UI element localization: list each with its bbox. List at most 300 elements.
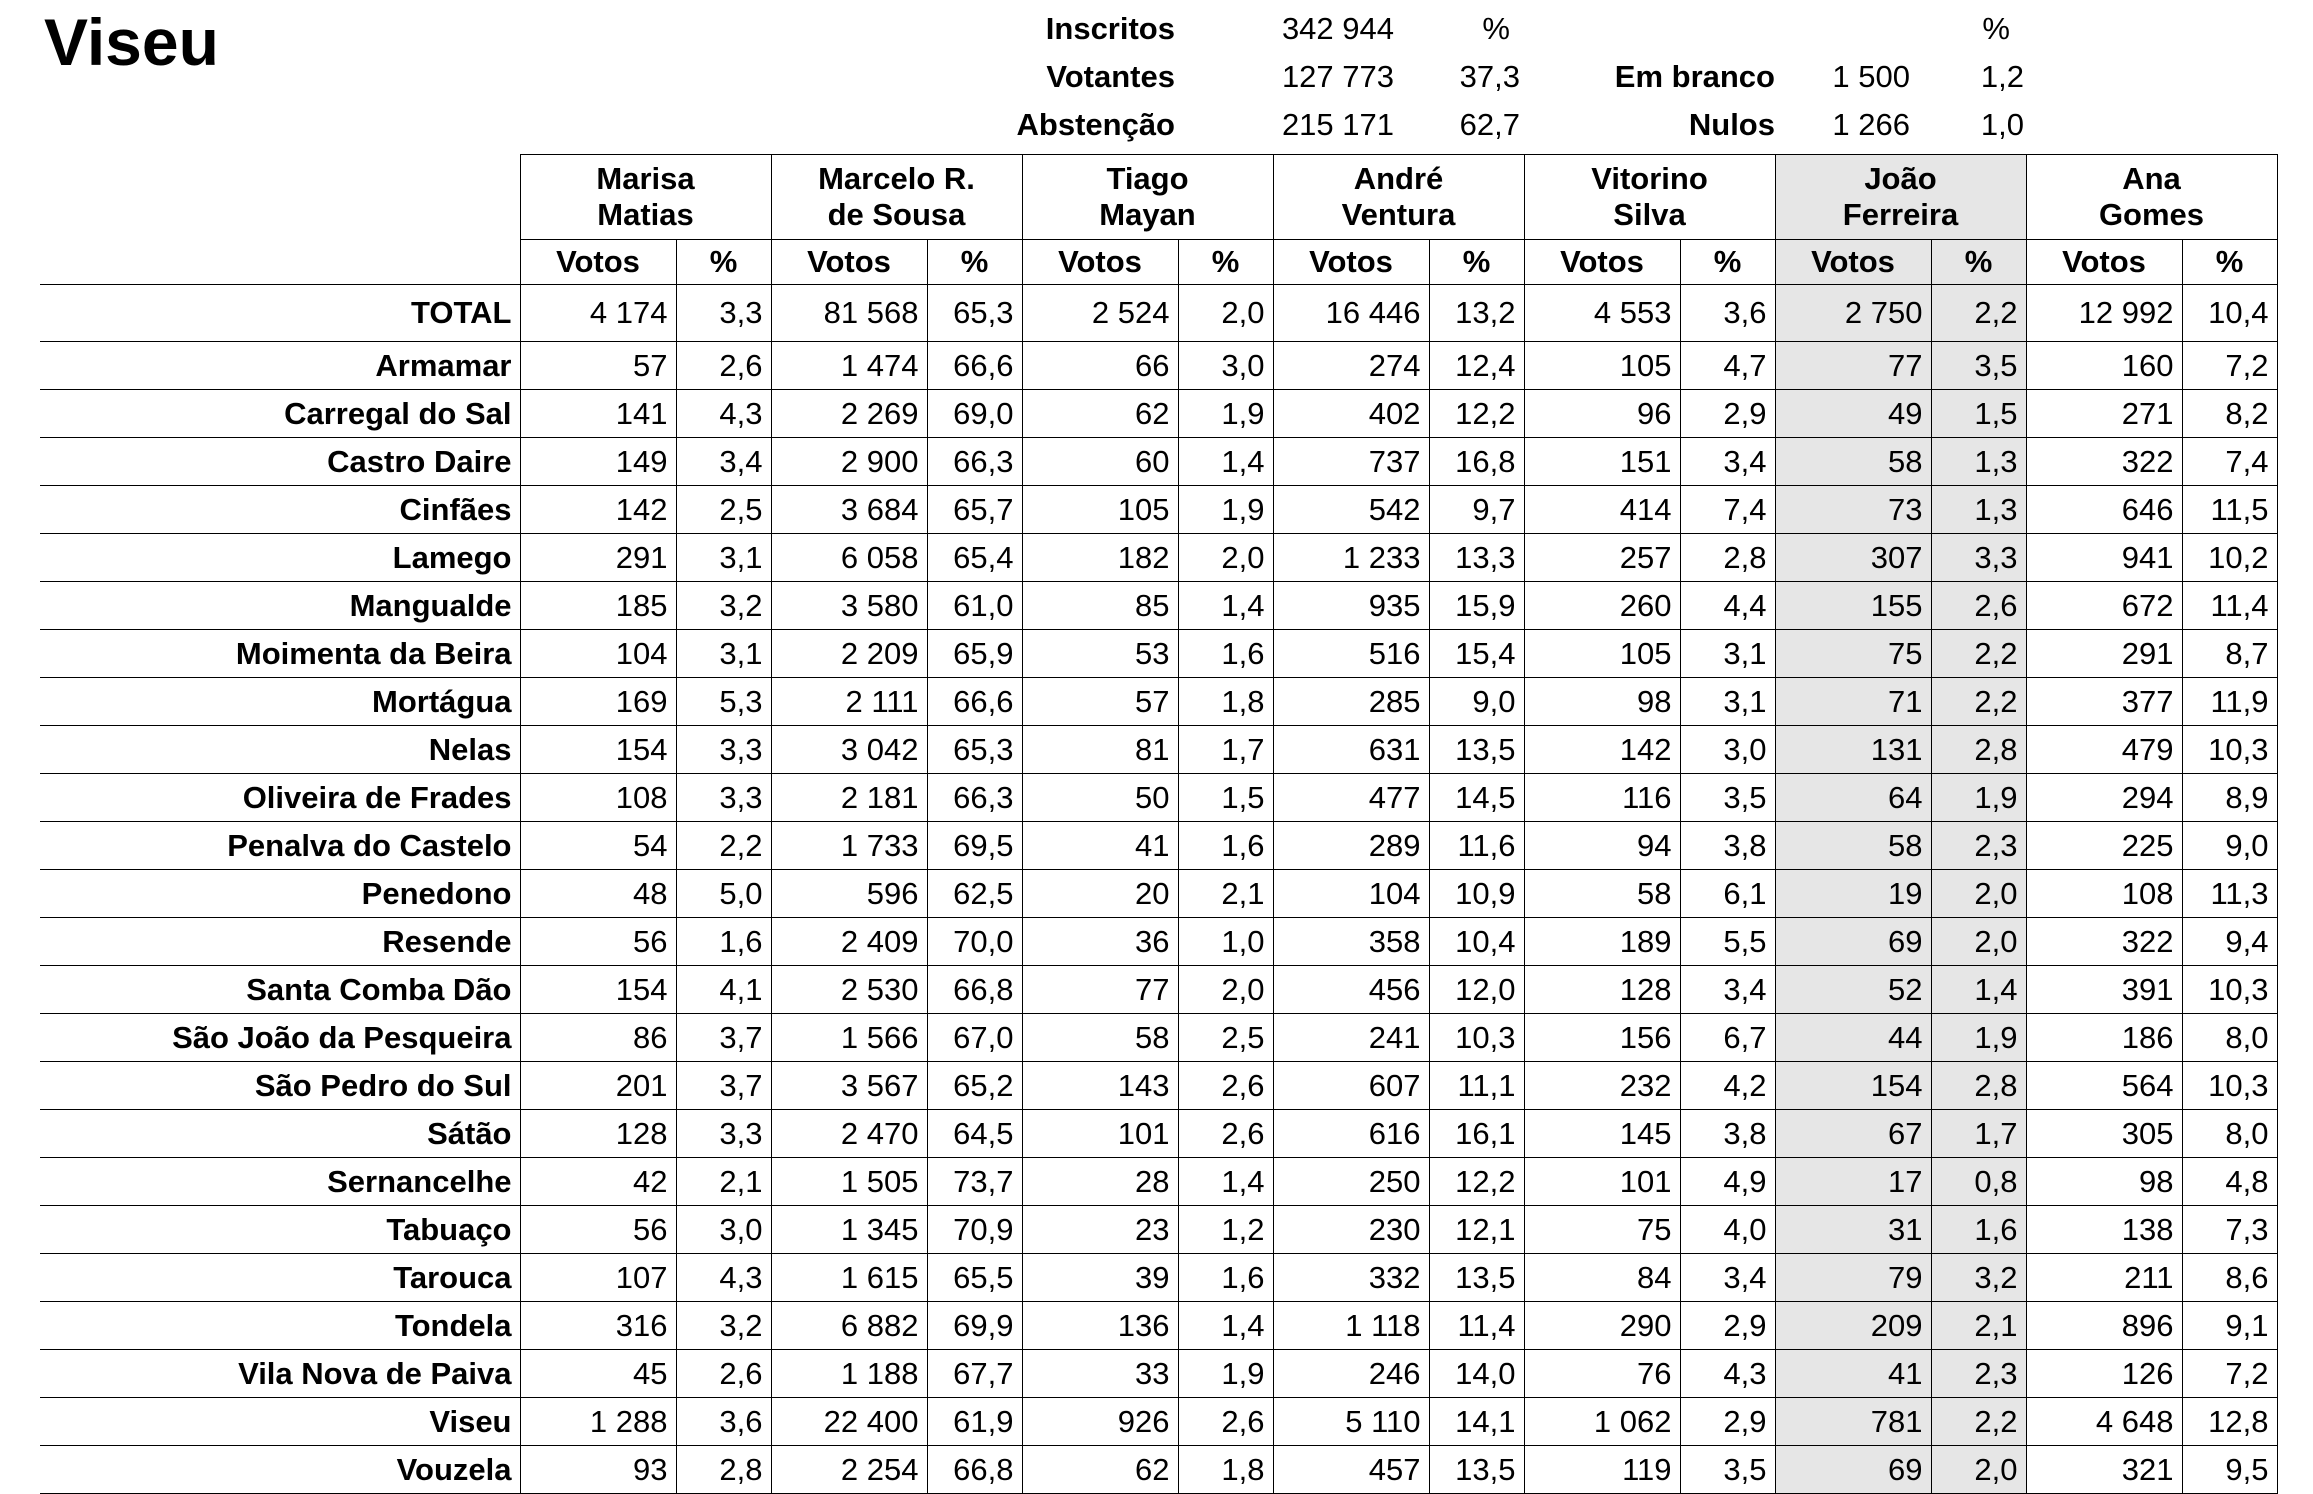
percent-cell: 11,9 <box>2182 678 2277 726</box>
votes-cell: 73 <box>1775 486 1931 534</box>
percent-cell: 13,5 <box>1429 1446 1524 1494</box>
votos-header: Votos <box>1022 240 1178 285</box>
votes-cell: 44 <box>1775 1014 1931 1062</box>
votes-cell: 232 <box>1524 1062 1680 1110</box>
percent-cell: 2,1 <box>676 1158 771 1206</box>
votes-cell: 128 <box>520 1110 676 1158</box>
percent-cell: 65,5 <box>927 1254 1022 1302</box>
percent-cell: 11,4 <box>1429 1302 1524 1350</box>
percent-cell: 70,0 <box>927 918 1022 966</box>
votes-cell: 108 <box>2026 870 2182 918</box>
percent-cell: 65,3 <box>927 285 1022 342</box>
percent-cell: 3,7 <box>676 1014 771 1062</box>
percent-cell: 9,0 <box>1429 678 1524 726</box>
pct-header: % <box>1178 240 1273 285</box>
percent-cell: 1,5 <box>1178 774 1273 822</box>
percent-cell: 2,2 <box>676 822 771 870</box>
votes-cell: 596 <box>771 870 927 918</box>
votes-cell: 104 <box>520 630 676 678</box>
votes-cell: 49 <box>1775 390 1931 438</box>
votes-cell: 156 <box>1524 1014 1680 1062</box>
percent-cell: 3,5 <box>1680 1446 1775 1494</box>
percent-cell: 1,6 <box>1178 630 1273 678</box>
table-row <box>40 438 2277 486</box>
table-row <box>40 1350 2277 1398</box>
percent-cell: 2,3 <box>1931 822 2026 870</box>
votes-cell: 737 <box>1273 438 1429 486</box>
municipality-name: Santa Comba Dão <box>40 966 520 1014</box>
percent-cell: 2,8 <box>676 1446 771 1494</box>
percent-cell: 1,3 <box>1931 438 2026 486</box>
votes-cell: 186 <box>2026 1014 2182 1062</box>
table-row <box>40 1206 2277 1254</box>
votes-cell: 48 <box>520 870 676 918</box>
percent-cell: 9,7 <box>1429 486 1524 534</box>
table-row <box>40 1158 2277 1206</box>
percent-cell: 8,2 <box>2182 390 2277 438</box>
votes-cell: 105 <box>1524 342 1680 390</box>
votes-cell: 1 233 <box>1273 534 1429 582</box>
table-row <box>40 1014 2277 1062</box>
votes-cell: 22 400 <box>771 1398 927 1446</box>
percent-cell: 8,7 <box>2182 630 2277 678</box>
percent-cell: 1,6 <box>1178 822 1273 870</box>
percent-cell: 70,9 <box>927 1206 1022 1254</box>
percent-cell: 2,2 <box>1931 285 2026 342</box>
votes-cell: 285 <box>1273 678 1429 726</box>
percent-cell: 4,3 <box>676 1254 771 1302</box>
municipality-name: Penedono <box>40 870 520 918</box>
pct-header-2: % <box>1982 11 2010 46</box>
percent-cell: 2,6 <box>1931 582 2026 630</box>
percent-cell: 2,0 <box>1178 534 1273 582</box>
votos-header: Votos <box>520 240 676 285</box>
votes-cell: 154 <box>1775 1062 1931 1110</box>
percent-cell: 4,4 <box>1680 582 1775 630</box>
percent-cell: 13,5 <box>1429 1254 1524 1302</box>
votes-cell: 77 <box>1775 342 1931 390</box>
abstencao-label: Abstenção <box>1016 107 1175 142</box>
votes-cell: 479 <box>2026 726 2182 774</box>
votes-cell: 75 <box>1524 1206 1680 1254</box>
percent-cell: 7,4 <box>1680 486 1775 534</box>
votantes-label: Votantes <box>1046 59 1175 94</box>
votes-cell: 2 470 <box>771 1110 927 1158</box>
percent-cell: 8,6 <box>2182 1254 2277 1302</box>
votes-cell: 169 <box>520 678 676 726</box>
percent-cell: 1,8 <box>1178 1446 1273 1494</box>
votes-cell: 291 <box>520 534 676 582</box>
candidate-name-line2: Gomes <box>2098 197 2205 232</box>
percent-cell: 13,3 <box>1429 534 1524 582</box>
votes-cell: 23 <box>1022 1206 1178 1254</box>
table-row <box>40 1110 2277 1158</box>
votes-cell: 53 <box>1022 630 1178 678</box>
votes-cell: 160 <box>2026 342 2182 390</box>
municipality-name: Sátão <box>40 1110 520 1158</box>
votes-cell: 6 882 <box>771 1302 927 1350</box>
votes-cell: 294 <box>2026 774 2182 822</box>
percent-cell: 1,5 <box>1931 390 2026 438</box>
votes-cell: 2 254 <box>771 1446 927 1494</box>
percent-cell: 3,8 <box>1680 1110 1775 1158</box>
candidate-name-line2: Silva <box>1613 197 1686 232</box>
percent-cell: 2,0 <box>1931 870 2026 918</box>
votes-cell: 136 <box>1022 1302 1178 1350</box>
votes-cell: 128 <box>1524 966 1680 1014</box>
table-row <box>40 1446 2277 1494</box>
nulos-value: 1 266 <box>1832 107 1910 142</box>
votes-cell: 564 <box>2026 1062 2182 1110</box>
votes-cell: 105 <box>1524 630 1680 678</box>
candidate-name-line1: Vitorino <box>1591 161 1708 196</box>
subheader-blank <box>40 240 520 285</box>
votes-cell: 60 <box>1022 438 1178 486</box>
percent-cell: 4,3 <box>1680 1350 1775 1398</box>
percent-cell: 3,1 <box>676 630 771 678</box>
percent-cell: 65,4 <box>927 534 1022 582</box>
candidate-header <box>1775 155 2026 240</box>
percent-cell: 1,4 <box>1178 438 1273 486</box>
total-row <box>40 285 2277 342</box>
subheader-row <box>40 240 2277 285</box>
percent-cell: 3,1 <box>1680 678 1775 726</box>
percent-cell: 11,6 <box>1429 822 1524 870</box>
votes-cell: 391 <box>2026 966 2182 1014</box>
percent-cell: 3,8 <box>1680 822 1775 870</box>
votes-cell: 896 <box>2026 1302 2182 1350</box>
votes-cell: 138 <box>2026 1206 2182 1254</box>
candidate-header-row <box>40 155 2277 240</box>
percent-cell: 15,4 <box>1429 630 1524 678</box>
votes-cell: 1 062 <box>1524 1398 1680 1446</box>
votes-cell: 321 <box>2026 1446 2182 1494</box>
percent-cell: 2,0 <box>1931 1446 2026 1494</box>
votes-cell: 108 <box>520 774 676 822</box>
votes-cell: 81 <box>1022 726 1178 774</box>
votos-header: Votos <box>1524 240 1680 285</box>
votes-cell: 57 <box>520 342 676 390</box>
candidate-name-line1: Tiago <box>1106 161 1189 196</box>
percent-cell: 12,1 <box>1429 1206 1524 1254</box>
municipality-name: Tondela <box>40 1302 520 1350</box>
votes-cell: 116 <box>1524 774 1680 822</box>
votes-cell: 151 <box>1524 438 1680 486</box>
votes-cell: 119 <box>1524 1446 1680 1494</box>
table-row <box>40 1398 2277 1446</box>
inscritos-value: 342 944 <box>1281 11 1394 46</box>
votes-cell: 58 <box>1775 438 1931 486</box>
votes-cell: 1 566 <box>771 1014 927 1062</box>
percent-cell: 4,7 <box>1680 342 1775 390</box>
municipality-name: Mangualde <box>40 582 520 630</box>
votes-cell: 377 <box>2026 678 2182 726</box>
percent-cell: 2,2 <box>1931 678 2026 726</box>
votes-cell: 107 <box>520 1254 676 1302</box>
percent-cell: 13,5 <box>1429 726 1524 774</box>
percent-cell: 3,5 <box>1931 342 2026 390</box>
percent-cell: 10,9 <box>1429 870 1524 918</box>
percent-cell: 10,3 <box>2182 1062 2277 1110</box>
votes-cell: 39 <box>1022 1254 1178 1302</box>
pct-header: % <box>1429 240 1524 285</box>
page-title: Viseu <box>44 5 219 79</box>
table-row <box>40 630 2277 678</box>
votes-cell: 16 446 <box>1273 285 1429 342</box>
percent-cell: 3,3 <box>676 726 771 774</box>
municipality-name: Moimenta da Beira <box>40 630 520 678</box>
votes-cell: 104 <box>1273 870 1429 918</box>
percent-cell: 1,8 <box>1178 678 1273 726</box>
votes-cell: 4 553 <box>1524 285 1680 342</box>
percent-cell: 5,5 <box>1680 918 1775 966</box>
votes-cell: 1 474 <box>771 342 927 390</box>
municipality-name: Nelas <box>40 726 520 774</box>
votes-cell: 58 <box>1775 822 1931 870</box>
percent-cell: 69,0 <box>927 390 1022 438</box>
percent-cell: 4,2 <box>1680 1062 1775 1110</box>
abstencao-pct: 62,7 <box>1459 107 1520 142</box>
candidate-name-line1: Marisa <box>596 161 695 196</box>
percent-cell: 3,2 <box>1931 1254 2026 1302</box>
votes-cell: 4 648 <box>2026 1398 2182 1446</box>
votes-cell: 274 <box>1273 342 1429 390</box>
votes-cell: 477 <box>1273 774 1429 822</box>
votes-cell: 230 <box>1273 1206 1429 1254</box>
percent-cell: 3,0 <box>676 1206 771 1254</box>
candidate-name-line1: Ana <box>2122 161 2181 196</box>
percent-cell: 0,8 <box>1931 1158 2026 1206</box>
percent-cell: 14,1 <box>1429 1398 1524 1446</box>
candidate-name-line1: André <box>1353 161 1444 196</box>
votes-cell: 12 992 <box>2026 285 2182 342</box>
votes-cell: 672 <box>2026 582 2182 630</box>
percent-cell: 1,9 <box>1178 486 1273 534</box>
percent-cell: 65,9 <box>927 630 1022 678</box>
percent-cell: 61,0 <box>927 582 1022 630</box>
votes-cell: 84 <box>1524 1254 1680 1302</box>
percent-cell: 69,9 <box>927 1302 1022 1350</box>
nulos-pct: 1,0 <box>1980 107 2024 142</box>
percent-cell: 9,1 <box>2182 1302 2277 1350</box>
votes-cell: 98 <box>2026 1158 2182 1206</box>
percent-cell: 3,0 <box>1680 726 1775 774</box>
pct-header: % <box>1931 240 2026 285</box>
percent-cell: 1,4 <box>1178 1158 1273 1206</box>
candidate-name-line1: Marcelo R. <box>818 161 975 196</box>
votes-cell: 646 <box>2026 486 2182 534</box>
percent-cell: 10,3 <box>2182 966 2277 1014</box>
votes-cell: 154 <box>520 966 676 1014</box>
votes-cell: 58 <box>1022 1014 1178 1062</box>
percent-cell: 10,4 <box>1429 918 1524 966</box>
abstencao-value: 215 171 <box>1281 107 1394 142</box>
percent-cell: 13,2 <box>1429 285 1524 342</box>
votes-cell: 4 174 <box>520 285 676 342</box>
votes-cell: 142 <box>520 486 676 534</box>
percent-cell: 1,6 <box>1178 1254 1273 1302</box>
percent-cell: 67,7 <box>927 1350 1022 1398</box>
votes-cell: 50 <box>1022 774 1178 822</box>
votes-cell: 64 <box>1775 774 1931 822</box>
percent-cell: 1,0 <box>1178 918 1273 966</box>
votes-cell: 93 <box>520 1446 676 1494</box>
percent-cell: 2,1 <box>1178 870 1273 918</box>
table-row <box>40 582 2277 630</box>
percent-cell: 10,3 <box>1429 1014 1524 1062</box>
percent-cell: 62,5 <box>927 870 1022 918</box>
pct-header: % <box>927 240 1022 285</box>
percent-cell: 3,4 <box>1680 966 1775 1014</box>
votes-cell: 45 <box>520 1350 676 1398</box>
table-row <box>40 870 2277 918</box>
votes-cell: 1 345 <box>771 1206 927 1254</box>
votes-cell: 307 <box>1775 534 1931 582</box>
percent-cell: 3,2 <box>676 582 771 630</box>
percent-cell: 2,3 <box>1931 1350 2026 1398</box>
percent-cell: 1,7 <box>1178 726 1273 774</box>
percent-cell: 2,8 <box>1931 726 2026 774</box>
votes-cell: 271 <box>2026 390 2182 438</box>
votes-cell: 3 684 <box>771 486 927 534</box>
percent-cell: 2,0 <box>1178 966 1273 1014</box>
percent-cell: 12,0 <box>1429 966 1524 1014</box>
votes-cell: 260 <box>1524 582 1680 630</box>
percent-cell: 8,0 <box>2182 1014 2277 1062</box>
em-branco-pct: 1,2 <box>1980 59 2024 94</box>
votes-cell: 58 <box>1524 870 1680 918</box>
votes-cell: 54 <box>520 822 676 870</box>
candidate-header <box>520 155 771 240</box>
votes-cell: 2 409 <box>771 918 927 966</box>
percent-cell: 3,3 <box>676 1110 771 1158</box>
municipality-name: TOTAL <box>40 285 520 342</box>
municipality-name: Tarouca <box>40 1254 520 1302</box>
votes-cell: 257 <box>1524 534 1680 582</box>
table-row <box>40 390 2277 438</box>
nulos-label: Nulos <box>1688 107 1775 142</box>
votes-cell: 69 <box>1775 1446 1931 1494</box>
votes-cell: 2 750 <box>1775 285 1931 342</box>
pct-header: % <box>676 240 771 285</box>
percent-cell: 64,5 <box>927 1110 1022 1158</box>
votes-cell: 41 <box>1775 1350 1931 1398</box>
votes-cell: 1 288 <box>520 1398 676 1446</box>
percent-cell: 9,0 <box>2182 822 2277 870</box>
votes-cell: 935 <box>1273 582 1429 630</box>
votes-cell: 96 <box>1524 390 1680 438</box>
votes-cell: 94 <box>1524 822 1680 870</box>
percent-cell: 10,3 <box>2182 726 2277 774</box>
percent-cell: 4,3 <box>676 390 771 438</box>
votes-cell: 241 <box>1273 1014 1429 1062</box>
percent-cell: 3,7 <box>676 1062 771 1110</box>
votes-cell: 3 580 <box>771 582 927 630</box>
votes-cell: 2 269 <box>771 390 927 438</box>
votes-cell: 781 <box>1775 1398 1931 1446</box>
votes-cell: 291 <box>2026 630 2182 678</box>
votes-cell: 52 <box>1775 966 1931 1014</box>
votes-cell: 142 <box>1524 726 1680 774</box>
percent-cell: 66,8 <box>927 966 1022 1014</box>
votes-cell: 71 <box>1775 678 1931 726</box>
percent-cell: 1,4 <box>1931 966 2026 1014</box>
votes-cell: 57 <box>1022 678 1178 726</box>
votes-cell: 1 615 <box>771 1254 927 1302</box>
percent-cell: 11,4 <box>2182 582 2277 630</box>
votos-header: Votos <box>771 240 927 285</box>
percent-cell: 66,6 <box>927 342 1022 390</box>
votes-cell: 19 <box>1775 870 1931 918</box>
percent-cell: 3,3 <box>1931 534 2026 582</box>
percent-cell: 2,6 <box>676 1350 771 1398</box>
percent-cell: 2,5 <box>676 486 771 534</box>
table-row <box>40 726 2277 774</box>
em-branco-label: Em branco <box>1614 59 1775 94</box>
votes-cell: 145 <box>1524 1110 1680 1158</box>
percent-cell: 8,9 <box>2182 774 2277 822</box>
votes-cell: 62 <box>1022 390 1178 438</box>
candidate-header <box>771 155 1022 240</box>
percent-cell: 4,0 <box>1680 1206 1775 1254</box>
percent-cell: 2,2 <box>1931 630 2026 678</box>
municipality-name: Lamego <box>40 534 520 582</box>
percent-cell: 5,3 <box>676 678 771 726</box>
table-row <box>40 822 2277 870</box>
votes-cell: 182 <box>1022 534 1178 582</box>
percent-cell: 7,2 <box>2182 1350 2277 1398</box>
percent-cell: 1,4 <box>1178 1302 1273 1350</box>
percent-cell: 10,4 <box>2182 285 2277 342</box>
votes-cell: 225 <box>2026 822 2182 870</box>
percent-cell: 65,7 <box>927 486 1022 534</box>
percent-cell: 9,5 <box>2182 1446 2277 1494</box>
table-row <box>40 486 2277 534</box>
percent-cell: 2,8 <box>1931 1062 2026 1110</box>
table-row <box>40 678 2277 726</box>
votes-cell: 1 733 <box>771 822 927 870</box>
pct-header: % <box>1680 240 1775 285</box>
votes-cell: 17 <box>1775 1158 1931 1206</box>
votes-cell: 1 118 <box>1273 1302 1429 1350</box>
votes-cell: 322 <box>2026 918 2182 966</box>
percent-cell: 3,4 <box>1680 438 1775 486</box>
votes-cell: 101 <box>1524 1158 1680 1206</box>
votes-cell: 67 <box>1775 1110 1931 1158</box>
votes-cell: 316 <box>520 1302 676 1350</box>
percent-cell: 2,6 <box>1178 1062 1273 1110</box>
percent-cell: 65,3 <box>927 726 1022 774</box>
votes-cell: 289 <box>1273 822 1429 870</box>
table-row <box>40 966 2277 1014</box>
percent-cell: 1,9 <box>1931 774 2026 822</box>
votes-cell: 3 567 <box>771 1062 927 1110</box>
percent-cell: 1,3 <box>1931 486 2026 534</box>
percent-cell: 1,9 <box>1178 390 1273 438</box>
percent-cell: 2,5 <box>1178 1014 1273 1062</box>
candidate-header <box>1524 155 1775 240</box>
municipality-name: Mortágua <box>40 678 520 726</box>
percent-cell: 12,2 <box>1429 1158 1524 1206</box>
votes-cell: 77 <box>1022 966 1178 1014</box>
votes-cell: 31 <box>1775 1206 1931 1254</box>
percent-cell: 3,1 <box>676 534 771 582</box>
votes-cell: 101 <box>1022 1110 1178 1158</box>
municipality-name: São João da Pesqueira <box>40 1014 520 1062</box>
votes-cell: 85 <box>1022 582 1178 630</box>
votes-cell: 189 <box>1524 918 1680 966</box>
percent-cell: 1,4 <box>1178 582 1273 630</box>
